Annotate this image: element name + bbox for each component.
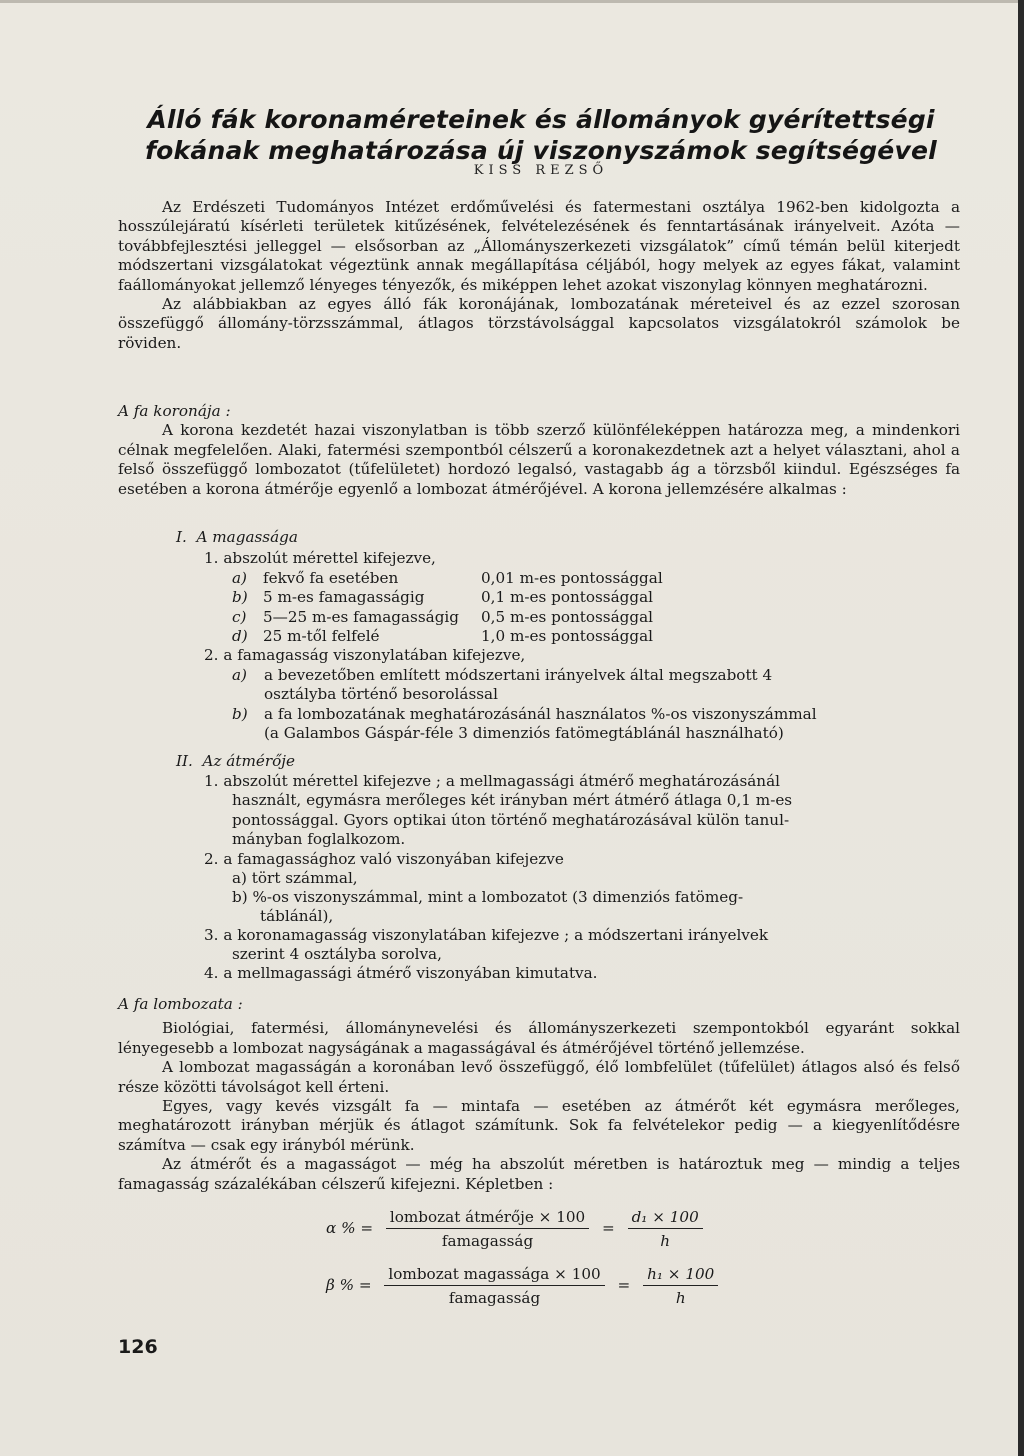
formula-alpha [326, 1208, 703, 1250]
accuracy-row [232, 569, 663, 588]
formula-beta [326, 1265, 718, 1307]
formula-alpha-equals: = [602, 1219, 615, 1237]
section-1-heading [176, 528, 298, 547]
accuracy-row [232, 627, 663, 646]
formula-beta-fraction-2 [643, 1265, 718, 1307]
section-2-2a: a) tört számmal, [232, 869, 358, 887]
section-2-heading [176, 752, 295, 771]
title-line-2: fokának meghatározása új viszonyszámok segítségével [145, 136, 937, 165]
section-2-title: Az átmérője [202, 752, 295, 770]
formula-alpha-lhs: α % = [326, 1219, 374, 1237]
formula-beta-denominator: famagasság [448, 1289, 541, 1307]
section-2-item-3-line-1: 3. a koronamagasság viszonylatában kifejezve ; a módszertani irányelvek [204, 926, 769, 944]
accuracy-row [232, 608, 663, 627]
foliage-heading: A fa lombozata : [118, 995, 243, 1013]
section-2-item-3-line-2: szerint 4 osztályba sorolva, [232, 945, 442, 963]
row-text: fekvő fa esetében [263, 569, 399, 587]
section-1-2a-letter: a) [232, 666, 247, 684]
section-1-item-1: 1. abszolút mérettel kifejezve, [204, 549, 436, 567]
foliage-section [118, 995, 960, 1194]
formula-beta-equals: = [617, 1276, 631, 1294]
section-1-title: A magassága [196, 528, 298, 546]
row-text: 5—25 m-es famagasságig [263, 607, 459, 626]
section-1-2b-line-1: a fa lombozatának meghatározásánál használatos %-os viszonyszámmal [264, 705, 817, 723]
row-value: 0,1 m-es pontossággal [481, 588, 654, 607]
intro-paragraph-1: Az Erdészeti Tudományos Intézet erdőművelési és fatermestani osztálya 1962-ben kidolgozta a hosszúlejáratú kísérleti területek kitűzésének, felvételezésének és fenntartásának irányelveit. Azóta — továbbfejlesztési jelleggel — elsősorban az „Állományszerkezeti vizsgálatok” című témán belül kiterjedt módszertani vizsgálatokat végeztünk annak megállapítása céljából, hogy melyek az egyes fákat, valamint faállományokat jellemző lényeges tényezők, és miképpen lehet azokat viszonylag könnyen meghatározni. [118, 198, 960, 294]
intro-section [118, 198, 960, 353]
page-number: 126 [118, 1336, 158, 1358]
foliage-paragraph-1: Biológiai, fatermési, állománynevelési és állományszerkezeti szempontokból egyaránt sokkal lényegesebb a lombozat nagyságának a magasságával és átmérőjével történő jellemzése. [118, 1019, 960, 1057]
crown-paragraph: A korona kezdetét hazai viszonylatban is több szerző különféleképpen határozza meg, a mindenkori célnak megfelelően. Alaki, fatermési szempontból célszerű a koronakezdetnek azt a helyet választani, ahol a felső összefüggő lombozatot (tűfelületet) hordozó legalsó, vastagabb ág a törzsből kiindul. Egészséges fa esetében a korona átmérője egyenlő a lombozat átmérőjével. A korona jellemzésére alkalmas : [118, 421, 960, 498]
foliage-paragraph-2: A lombozat magasságán a koronában levő összefüggő, élő lombfelület (tűfelület) átlagos alsó és felső része közötti távolságot kell érteni. [118, 1058, 960, 1096]
row-letter: c) [232, 607, 247, 626]
scan-right-edge [1018, 0, 1024, 1456]
foliage-paragraph-3: Egyes, vagy kevés vizsgált fa — mintafa — esetében az átmérőt két egymásra merőleges, meghatározott irányban mérjük és átlagot számítunk. Sok fa felvételekor pedig — a kiegyenlítődésre számítva — csak egy irányból mérünk. [118, 1097, 960, 1154]
row-letter: b) [232, 588, 248, 607]
formula-beta-numerator-2: h₁ × 100 [643, 1265, 718, 1286]
row-value: 0,01 m-es pontossággal [481, 569, 663, 587]
crown-section [118, 402, 960, 499]
formula-alpha-fraction-2 [628, 1208, 703, 1250]
section-2-item-1-line-2: használt, egymásra merőleges két irányban mért átmérő átlaga 0,1 m-es [232, 791, 793, 809]
section-1-2b-line-2: (a Galambos Gáspár-féle 3 dimenziós fatömegtáblánál használható) [264, 724, 784, 742]
formula-alpha-numerator: lombozat átmérője × 100 [386, 1208, 589, 1229]
row-text: 5 m-es famagasságig [263, 588, 425, 607]
row-value: 0,5 m-es pontossággal [481, 607, 654, 626]
formula-alpha-denominator-2: h [660, 1232, 671, 1250]
section-1-item-2: 2. a famagasság viszonylatában kifejezve, [204, 646, 526, 664]
formula-alpha-fraction [386, 1208, 589, 1250]
scan-top-edge [0, 0, 1024, 3]
intro-paragraph-2: Az alábbiakban az egyes álló fák koronájának, lombozatának méreteivel és az ezzel szorosan összefüggő állomány-törzsszámmal, átlagos törzstávolsággal kapcsolatos vizsgálatokról számolok be röviden. [118, 295, 960, 352]
section-2-number: II. [176, 752, 193, 770]
article-title [118, 104, 964, 166]
section-2-item-1-line-3: pontossággal. Gyors optikai úton történő meghatározásával külön tanul- [232, 811, 790, 829]
formula-beta-lhs: β % = [326, 1276, 372, 1294]
section-2-2b-line-1: b) %-os viszonyszámmal, mint a lombozatot (3 dimenziós fatömeg- [232, 888, 744, 906]
title-line-1: Álló fák koronaméreteinek és állományok gyérítettségi [147, 105, 935, 134]
row-letter: a) [232, 569, 247, 587]
crown-heading: A fa koronája : [118, 402, 231, 420]
section-2-item-4: 4. a mellmagassági átmérő viszonyában kimutatva. [204, 964, 598, 982]
author: KISS REZSŐ [473, 163, 609, 178]
section-2-item-1-line-1: 1. abszolút mérettel kifejezve ; a mellmagassági átmérő meghatározásánál [204, 772, 780, 790]
formula-beta-numerator: lombozat magassága × 100 [384, 1265, 604, 1286]
formula-alpha-denominator: famagasság [441, 1232, 534, 1250]
section-1-2a-line-1: a bevezetőben említett módszertani irányelvek által megszabott 4 [264, 666, 773, 684]
formula-beta-fraction [384, 1265, 604, 1307]
row-letter: d) [232, 627, 248, 646]
row-text: 25 m-től felfelé [263, 627, 380, 646]
formula-beta-denominator-2: h [675, 1289, 686, 1307]
section-1-number: I. [176, 528, 187, 546]
section-2-2b-line-2: táblánál), [260, 907, 334, 925]
section-1-accuracy-list [232, 569, 663, 647]
foliage-paragraph-4: Az átmérőt és a magasságot — még ha abszolút méretben is határoztuk meg — mindig a teljes famagasság százalékában célszerű kifejezni. Képletben : [118, 1155, 960, 1193]
section-2-item-1-line-4: mányban foglalkozom. [232, 830, 406, 848]
section-1-2b-letter: b) [232, 705, 248, 723]
section-1-2a-line-2: osztályba történő besorolással [264, 685, 498, 703]
section-2-item-2: 2. a famagassághoz való viszonyában kifejezve [204, 850, 564, 868]
row-value: 1,0 m-es pontossággal [481, 627, 654, 646]
accuracy-row [232, 588, 663, 607]
formula-alpha-numerator-2: d₁ × 100 [628, 1208, 703, 1229]
